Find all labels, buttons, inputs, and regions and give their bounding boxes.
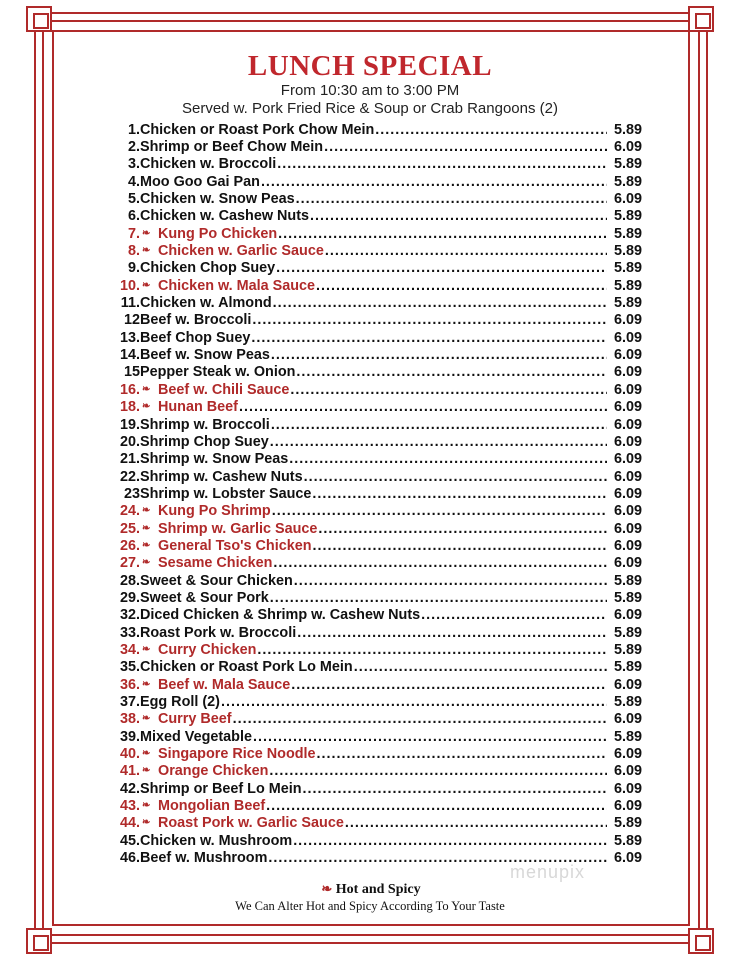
- corner-ornament: [688, 928, 714, 954]
- item-number: [112, 642, 158, 658]
- corner-ornament: [26, 6, 52, 32]
- item-number: [112, 781, 140, 797]
- dot-leader: [253, 729, 607, 745]
- item-number-text: 35.: [119, 659, 140, 676]
- item-name: Chicken or Roast Pork Lo Mein: [140, 659, 353, 676]
- menu-item: [112, 364, 642, 381]
- item-number: [112, 833, 140, 849]
- item-price: 6.09: [613, 364, 642, 381]
- menu-item: [112, 607, 642, 624]
- item-number: [112, 486, 140, 502]
- served-with-note: Served w. Pork Fried Rice & Soup or Crab Rangoons (2): [181, 100, 558, 117]
- item-name: Shrimp Chop Suey: [140, 433, 269, 450]
- item-name: Orange Chicken: [158, 763, 269, 780]
- item-name: Singapore Rice Noodle: [158, 746, 316, 763]
- item-name: Chicken w. Snow Peas: [140, 191, 295, 208]
- menu-item: [112, 138, 642, 155]
- item-number-text: 7.: [127, 225, 140, 242]
- item-number-text: 16.: [119, 381, 140, 398]
- chili-pepper-icon: ❧: [142, 748, 151, 760]
- item-price: 6.09: [613, 312, 642, 329]
- item-number-text: 6.: [127, 208, 140, 225]
- dot-leader: [266, 798, 607, 814]
- chili-pepper-icon: ❧: [142, 800, 151, 812]
- chili-pepper-icon: ❧: [142, 713, 151, 725]
- item-number: [112, 399, 158, 415]
- chili-pepper-icon: ❧: [142, 383, 151, 395]
- item-price: 5.89: [613, 659, 642, 676]
- item-number-text: 11.: [120, 295, 140, 312]
- item-price: 6.09: [613, 676, 642, 693]
- item-name: Roast Pork w. Broccoli: [140, 624, 297, 641]
- item-name: Shrimp w. Cashew Nuts: [140, 468, 303, 485]
- menu-item: [112, 208, 642, 225]
- item-number-text: 23: [123, 485, 140, 502]
- menu-item: [112, 537, 642, 554]
- item-number-text: 12: [123, 312, 140, 329]
- dot-leader: [270, 590, 607, 606]
- chili-pepper-icon: ❧: [321, 881, 333, 896]
- chili-pepper-icon: ❧: [142, 643, 151, 655]
- menu-item: [112, 242, 642, 259]
- menu-item: [112, 260, 642, 277]
- menu-item: [112, 485, 642, 502]
- chili-pepper-icon: ❧: [142, 227, 151, 239]
- item-price: 6.09: [613, 329, 642, 346]
- item-number: [112, 174, 140, 190]
- menu-item: [112, 728, 642, 745]
- item-name: Kung Po Chicken: [158, 225, 278, 242]
- item-price: 5.89: [613, 243, 642, 260]
- item-price: 6.09: [613, 850, 642, 867]
- item-name: Shrimp w. Broccoli: [140, 416, 270, 433]
- item-number-text: 15: [123, 364, 140, 381]
- menu-item: [112, 277, 642, 294]
- dot-leader: [313, 538, 607, 554]
- item-number: [112, 798, 158, 814]
- dot-leader: [290, 382, 607, 398]
- dot-leader: [257, 642, 607, 658]
- item-price: 5.89: [613, 832, 642, 849]
- item-price: 5.89: [613, 156, 642, 173]
- item-number: [112, 555, 158, 571]
- chili-pepper-icon: ❧: [142, 505, 151, 517]
- item-number: [112, 347, 140, 363]
- item-number: [112, 503, 158, 519]
- item-number-text: 9.: [127, 260, 140, 277]
- item-number-text: 19.: [119, 416, 140, 433]
- item-name: Chicken Chop Suey: [140, 260, 276, 277]
- item-number: [112, 711, 158, 727]
- item-price: 6.09: [613, 485, 642, 502]
- item-number: [112, 434, 140, 450]
- item-name: Roast Pork w. Garlic Sauce: [158, 815, 344, 832]
- item-price: 5.89: [613, 277, 642, 294]
- item-name: Sesame Chicken: [158, 555, 273, 572]
- menu-item: [112, 832, 642, 849]
- item-price: 6.09: [613, 763, 642, 780]
- item-number: [112, 122, 140, 138]
- dot-leader: [291, 677, 607, 693]
- dot-leader: [294, 573, 607, 589]
- item-price: 6.09: [613, 711, 642, 728]
- dot-leader: [421, 607, 607, 623]
- item-number: [112, 295, 140, 311]
- item-number: [112, 226, 158, 242]
- item-name: Curry Chicken: [158, 641, 257, 658]
- item-number: [112, 312, 140, 328]
- dot-leader: [277, 156, 607, 172]
- menu-item: [112, 156, 642, 173]
- menu-item: [112, 503, 642, 520]
- dot-leader: [289, 451, 607, 467]
- corner-ornament: [26, 928, 52, 954]
- menu-item: [112, 624, 642, 641]
- dot-leader: [278, 226, 607, 242]
- item-number-text: 20.: [119, 433, 140, 450]
- dot-leader: [233, 711, 607, 727]
- item-number: [112, 746, 158, 762]
- dot-leader: [325, 243, 607, 259]
- chili-pepper-icon: ❧: [142, 557, 151, 569]
- spice-adjust-note: We Can Alter Hot and Spicy According To Your Taste: [235, 899, 505, 913]
- item-price: 5.89: [613, 572, 642, 589]
- menu-item: [112, 468, 642, 485]
- dot-leader: [271, 347, 607, 363]
- item-number: [112, 607, 140, 623]
- menu-item: [112, 693, 642, 710]
- item-price: 6.09: [613, 451, 642, 468]
- chili-pepper-icon: ❧: [142, 279, 151, 291]
- item-name: Curry Beef: [158, 711, 232, 728]
- item-number: [112, 521, 158, 537]
- item-number-text: 46.: [119, 850, 140, 867]
- item-number: [112, 260, 140, 276]
- item-number: [112, 538, 158, 554]
- dot-leader: [251, 330, 607, 346]
- item-number-text: 45.: [119, 832, 140, 849]
- menu-item: [112, 763, 642, 780]
- item-name: Mixed Vegetable: [140, 728, 252, 745]
- item-price: 6.09: [613, 433, 642, 450]
- item-price: 5.89: [613, 295, 642, 312]
- dot-leader: [354, 659, 607, 675]
- item-number-text: 34.: [119, 641, 140, 658]
- item-number-text: 33.: [119, 624, 140, 641]
- item-number-text: 28.: [119, 572, 140, 589]
- chili-pepper-icon: ❧: [142, 245, 151, 257]
- dot-leader: [296, 364, 607, 380]
- dot-leader: [310, 208, 607, 224]
- menu-item: [112, 416, 642, 433]
- chili-pepper-icon: ❧: [142, 765, 151, 777]
- menu-item: [112, 399, 642, 416]
- item-name: Beef w. Mushroom: [140, 850, 268, 867]
- item-number-text: 29.: [119, 589, 140, 606]
- item-name: Sweet & Sour Pork: [140, 589, 269, 606]
- item-number-text: 36.: [119, 676, 140, 693]
- dot-leader: [221, 694, 607, 710]
- item-number-text: 4.: [127, 173, 140, 190]
- item-number: [112, 156, 140, 172]
- menu-item: [112, 555, 642, 572]
- dot-leader: [271, 417, 607, 433]
- menu-item: [112, 815, 642, 832]
- spicy-legend-label: Hot and Spicy: [335, 882, 421, 897]
- menu-item: [112, 312, 642, 329]
- dot-leader: [297, 625, 607, 641]
- item-number: [112, 330, 140, 346]
- item-number-text: 10.: [119, 277, 140, 294]
- item-price: 6.09: [613, 555, 642, 572]
- item-price: 6.09: [613, 347, 642, 364]
- item-price: 5.89: [613, 641, 642, 658]
- item-number-text: 32.: [119, 607, 140, 624]
- menu-item: [112, 676, 642, 693]
- item-number-text: 2.: [127, 139, 140, 156]
- item-price: 6.09: [613, 381, 642, 398]
- serving-hours: From 10:30 am to 3:00 PM: [280, 82, 460, 99]
- item-name: Pepper Steak w. Onion: [140, 364, 296, 381]
- dot-leader: [276, 260, 607, 276]
- item-name: Chicken w. Cashew Nuts: [140, 208, 309, 225]
- item-price: 6.09: [613, 191, 642, 208]
- item-number: [112, 763, 158, 779]
- dot-leader: [273, 295, 607, 311]
- item-number: [112, 278, 158, 294]
- item-name: Chicken w. Garlic Sauce: [158, 243, 324, 260]
- item-name: Shrimp w. Lobster Sauce: [140, 485, 312, 502]
- item-name: Diced Chicken & Shrimp w. Cashew Nuts: [140, 607, 421, 624]
- item-number-text: 40.: [119, 746, 140, 763]
- item-name: Beef w. Snow Peas: [140, 347, 270, 364]
- dot-leader: [272, 503, 607, 519]
- dot-leader: [312, 486, 607, 502]
- menu-item: [112, 451, 642, 468]
- item-name: Moo Goo Gai Pan: [140, 173, 260, 190]
- menu-item: [112, 797, 642, 814]
- item-name: Shrimp w. Snow Peas: [140, 451, 289, 468]
- item-price: 6.09: [613, 746, 642, 763]
- menu-item: [112, 433, 642, 450]
- item-name: Chicken w. Broccoli: [140, 156, 277, 173]
- menu-item: [112, 190, 642, 207]
- item-name: Chicken w. Mala Sauce: [158, 277, 316, 294]
- item-name: Sweet & Sour Chicken: [140, 572, 293, 589]
- item-name: Beef w. Broccoli: [140, 312, 252, 329]
- item-price: 6.09: [613, 607, 642, 624]
- item-name: Shrimp w. Garlic Sauce: [158, 520, 318, 537]
- item-number-text: 1.: [127, 121, 140, 138]
- item-number-text: 3.: [127, 156, 140, 173]
- item-price: 5.89: [613, 589, 642, 606]
- item-number-text: 42.: [119, 780, 140, 797]
- item-number-text: 41.: [119, 763, 140, 780]
- item-number-text: 38.: [119, 711, 140, 728]
- dot-leader: [318, 521, 607, 537]
- item-price: 6.09: [613, 537, 642, 554]
- item-number: [112, 364, 140, 380]
- menu-item: [112, 121, 642, 138]
- item-number: [112, 451, 140, 467]
- item-price: 6.09: [613, 139, 642, 156]
- menu-item: [112, 225, 642, 242]
- dot-leader: [316, 278, 607, 294]
- item-number: [112, 729, 140, 745]
- item-name: Chicken w. Mushroom: [140, 832, 293, 849]
- item-number: [112, 590, 140, 606]
- item-number: [112, 573, 140, 589]
- item-price: 5.89: [613, 260, 642, 277]
- item-number-text: 24.: [119, 503, 140, 520]
- item-number-text: 37.: [119, 694, 140, 711]
- item-number: [112, 417, 140, 433]
- item-price: 5.89: [613, 225, 642, 242]
- dot-leader: [261, 174, 607, 190]
- item-number: [112, 850, 140, 866]
- dot-leader: [252, 312, 607, 328]
- item-name: Hunan Beef: [158, 399, 238, 416]
- item-number: [112, 469, 140, 485]
- item-name: Egg Roll (2): [140, 694, 220, 711]
- item-name: Beef w. Mala Sauce: [158, 676, 291, 693]
- item-price: 6.09: [613, 798, 642, 815]
- menu-item: [112, 329, 642, 346]
- item-name: Kung Po Shrimp: [158, 503, 271, 520]
- item-name: General Tso's Chicken: [158, 537, 312, 554]
- item-number-text: 43.: [119, 798, 140, 815]
- chili-pepper-icon: ❧: [142, 539, 151, 551]
- item-number: [112, 191, 140, 207]
- item-number: [112, 243, 158, 259]
- dot-leader: [345, 815, 607, 831]
- item-number-text: 39.: [119, 728, 140, 745]
- item-number-text: 8.: [127, 243, 140, 260]
- item-number-text: 44.: [119, 815, 140, 832]
- item-name: Chicken or Roast Pork Chow Mein: [140, 121, 375, 138]
- menu-item: [112, 572, 642, 589]
- dot-leader: [270, 434, 607, 450]
- item-number: [112, 694, 140, 710]
- menu-item: [112, 659, 642, 676]
- item-name: Beef Chop Suey: [140, 329, 251, 346]
- item-price: 6.09: [613, 416, 642, 433]
- item-number: [112, 139, 140, 155]
- menu-item: [112, 589, 642, 606]
- item-number: [112, 625, 140, 641]
- item-name: Shrimp or Beef Chow Mein: [140, 139, 324, 156]
- dot-leader: [239, 399, 607, 415]
- item-price: 6.09: [613, 520, 642, 537]
- item-price: 5.89: [613, 728, 642, 745]
- menu-item: [112, 520, 642, 537]
- item-name: Beef w. Chili Sauce: [158, 381, 290, 398]
- item-price: 5.89: [613, 815, 642, 832]
- item-number-text: 25.: [119, 520, 140, 537]
- menu-item: [112, 173, 642, 190]
- chili-pepper-icon: ❧: [142, 678, 151, 690]
- item-price: 5.89: [613, 694, 642, 711]
- item-number-text: 21.: [119, 451, 140, 468]
- dot-leader: [303, 781, 607, 797]
- menu-item: [112, 381, 642, 398]
- item-price: 5.89: [613, 624, 642, 641]
- dot-leader: [296, 191, 607, 207]
- dot-leader: [273, 555, 607, 571]
- watermark: menupix: [510, 862, 586, 882]
- menu-item: [112, 745, 642, 762]
- menu-item: [112, 346, 642, 363]
- dot-leader: [375, 122, 607, 138]
- item-price: 5.89: [613, 121, 642, 138]
- corner-ornament: [688, 6, 714, 32]
- item-price: 5.89: [613, 208, 642, 225]
- item-price: 6.09: [613, 468, 642, 485]
- item-number-text: 27.: [119, 555, 140, 572]
- item-number: [112, 815, 158, 831]
- item-number-text: 18.: [119, 399, 140, 416]
- item-number-text: 14.: [119, 347, 140, 364]
- item-price: 6.09: [613, 399, 642, 416]
- item-number-text: 5.: [127, 191, 140, 208]
- item-number-text: 22.: [119, 468, 140, 485]
- menu-item: [112, 641, 642, 658]
- menu-item: [112, 294, 642, 311]
- item-name: Chicken w. Almond: [140, 295, 272, 312]
- menu-item: [112, 711, 642, 728]
- item-name: Shrimp or Beef Lo Mein: [140, 780, 302, 797]
- item-price: 6.09: [613, 780, 642, 797]
- item-number: [112, 677, 158, 693]
- item-number-text: 26.: [119, 537, 140, 554]
- dot-leader: [304, 469, 607, 485]
- chili-pepper-icon: ❧: [142, 522, 151, 534]
- item-price: 6.09: [613, 503, 642, 520]
- item-number: [112, 208, 140, 224]
- item-name: Mongolian Beef: [158, 798, 266, 815]
- spicy-legend: [0, 882, 740, 898]
- item-price: 5.89: [613, 173, 642, 190]
- item-number: [112, 382, 158, 398]
- dot-leader: [269, 763, 607, 779]
- chili-pepper-icon: ❧: [142, 817, 151, 829]
- item-number-text: 13.: [119, 329, 140, 346]
- menu-list: [112, 121, 642, 867]
- item-number: [112, 659, 140, 675]
- dot-leader: [324, 139, 607, 155]
- chili-pepper-icon: ❧: [142, 401, 151, 413]
- menu-item: [112, 780, 642, 797]
- dot-leader: [293, 833, 607, 849]
- dot-leader: [317, 746, 607, 762]
- menu-title: LUNCH SPECIAL: [247, 50, 493, 82]
